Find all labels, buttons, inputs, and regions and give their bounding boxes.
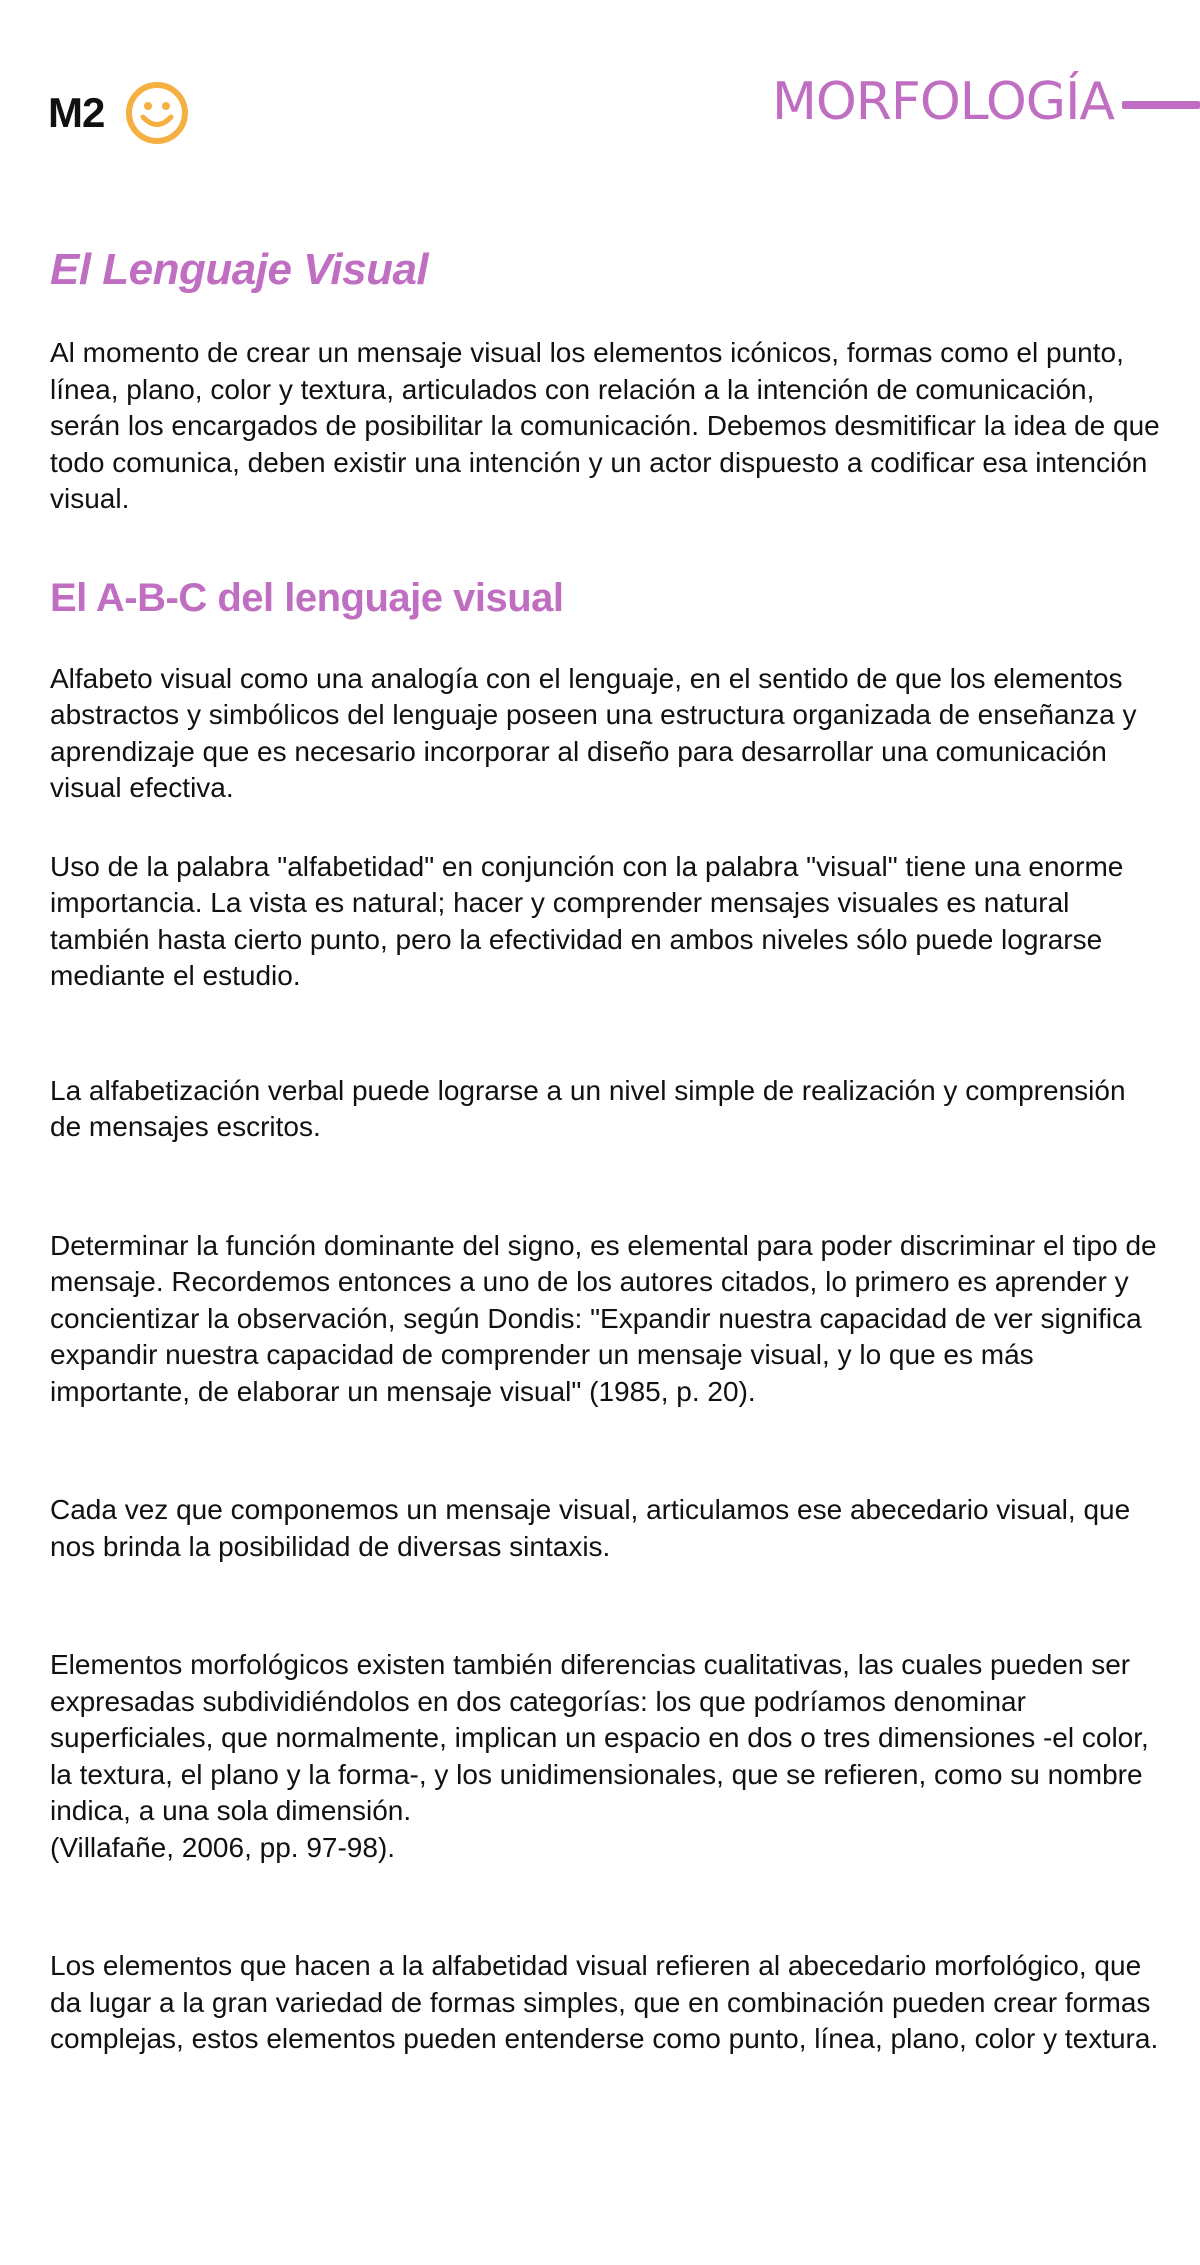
module-label: M2 (48, 89, 105, 136)
module-badge (48, 80, 190, 146)
smiley-icon (124, 80, 190, 146)
citation-villafane: (Villafañe, 2006, pp. 97-98). (50, 1831, 396, 1863)
page-header (0, 0, 1200, 220)
spacer (50, 1866, 1160, 1948)
spacer (50, 1146, 1160, 1228)
main-content (50, 245, 1160, 2058)
spacer (50, 995, 1160, 1073)
section-title (772, 72, 1200, 132)
paragraph-alfabeto: Alfabeto visual como una analogía con el lenguaje, en el sentido de que los elementos abstractos y simbólicos del lenguaje poseen una estructura organizada de enseñanza y aprendizaje que es necesario incorporar al diseño para desarrollar una comunicación visual efectiva. (50, 662, 1137, 803)
paragraph-alfabetidad-visual: Los elementos que hacen a la alfabetidad visual refieren al abecedario morfológico, que da lugar a la gran variedad de formas simples, que en combinación pueden crear formas complejas, estos elementos pueden entenderse como punto, línea, plano, color y textura. (50, 1950, 1159, 2054)
paragraph-funcion-dominante: Determinar la función dominante del signo, es elemental para poder discriminar el tipo de mensaje. Recordemos entonces a uno de los autores citados, lo primero es aprender y concientizar la observación, según Dondis: "Expandir nuestra capacidad de ver significa expandir nuestra capacidad de comprender un mensaje visual, y lo que es más importante, de elaborar un mensaje visual" (1985, p. 20). (50, 1229, 1157, 1407)
paragraph-elementos-morfologicos: Elementos morfológicos existen también diferencias cualitativas, las cuales pueden ser expresadas subdividiéndolos en dos categorías: los que podríamos denominar superficiales, que normalmente, implican un espacio en dos o tres dimensiones -el color, la textura, el plano y la forma-, y los unidimensionales, que se refieren, como su nombre indica, a una sola dimensión. (50, 1649, 1149, 1826)
paragraph-abecedario: Cada vez que componemos un mensaje visual, articulamos ese abecedario visual, que nos brinda la posibilidad de diversas sintaxis. (50, 1494, 1131, 1562)
spacer (50, 1565, 1160, 1647)
spacer (50, 807, 1160, 849)
title-rule (1122, 101, 1200, 109)
section1-paragraph: Al momento de crear un mensaje visual los elementos icónicos, formas como el punto, línea, plano, color y textura, articulados con relación a la intención de comunicación, serán los encargados de posibilitar la comunicación. Debemos desmitificar la idea de que todo comunica, deben existir una intención y un actor dispuesto a codificar esa intención visual. (50, 337, 1160, 514)
section1-title: El Lenguaje Visual (50, 245, 429, 294)
spacer (50, 1410, 1160, 1492)
paragraph-alfabetidad: Uso de la palabra "alfabetidad" en conjunción con la palabra "visual" tiene una enorme importancia. La vista es natural; hacer y comprender mensajes visuales es natural también hasta cierto punto, pero la efectividad en ambos niveles sólo puede lograrse mediante el estudio. (50, 850, 1124, 991)
section2-title: El A-B-C del lenguaje visual (50, 575, 564, 620)
section-title-text: MORFOLOGÍA (771, 72, 1114, 132)
spacer (50, 518, 1160, 576)
paragraph-alfabetizacion: La alfabetización verbal puede lograrse a un nivel simple de realización y comprensión de mensajes escritos. (50, 1074, 1126, 1142)
